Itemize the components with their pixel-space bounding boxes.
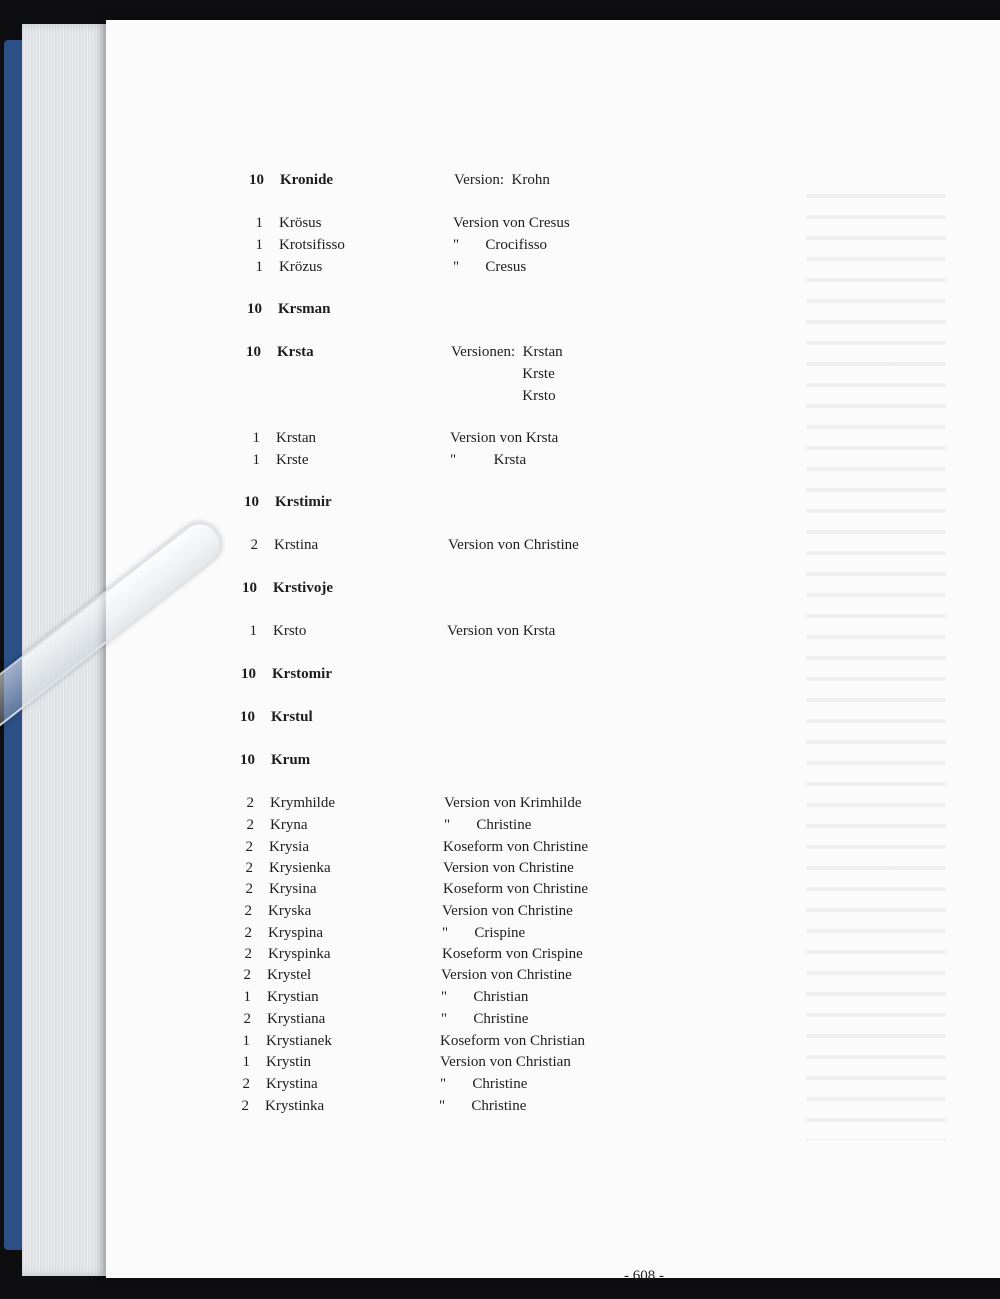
list-item [227, 709, 847, 731]
entry-description [453, 237, 547, 259]
list-item [227, 752, 847, 774]
description-line: Version von Krsta [450, 430, 559, 446]
entry-name: Krste [276, 452, 309, 468]
list-item [229, 623, 849, 645]
list-item [224, 925, 844, 947]
description-line: " Christian [441, 989, 529, 1005]
entry-name: Krum [271, 752, 311, 768]
entry-name: Krotsifisso [279, 237, 345, 253]
description-line: " Crispine [442, 925, 526, 941]
entry-description [448, 537, 579, 559]
entry-name: Kryspina [268, 925, 323, 941]
list-item [230, 537, 850, 559]
entry-code: 10 [240, 752, 255, 768]
entry-name: Krösus [279, 215, 322, 231]
entry-description [443, 881, 588, 903]
entry-description [450, 430, 558, 452]
entry-name: Krysia [269, 839, 309, 855]
description-line: " Krsta [450, 452, 527, 468]
book-page [106, 20, 1000, 1284]
description-line: Version von Cresus [453, 215, 570, 231]
entry-code: 10 [247, 301, 262, 317]
description-line: Version von Christian [440, 1054, 571, 1070]
entry-code: 2 [245, 881, 253, 897]
list-item [232, 452, 852, 474]
list-item [236, 172, 856, 194]
entry-description [440, 1054, 571, 1076]
entry-name: Krystin [266, 1054, 311, 1070]
entry-description [443, 839, 588, 861]
entry-description [441, 967, 572, 989]
entry-name: Krstivoje [273, 580, 333, 596]
entry-description [440, 1076, 527, 1098]
list-item [233, 344, 853, 404]
entry-code: 2 [241, 1098, 249, 1114]
list-item [226, 817, 846, 839]
entry-code: 2 [244, 903, 252, 919]
description-line: " Christine [439, 1098, 527, 1114]
entry-name: Kronide [280, 172, 334, 188]
description-line: " Crocifisso [453, 237, 548, 253]
list-item [235, 259, 855, 281]
entry-name: Krözus [279, 259, 323, 275]
entry-code: 10 [240, 709, 255, 725]
description-line: Krsto [451, 388, 556, 404]
description-line: Versionen: Krstan [451, 344, 563, 360]
entry-code: 2 [246, 817, 254, 833]
entry-name: Kryska [268, 903, 312, 919]
entry-name: Krysina [269, 881, 317, 897]
entry-name: Krystiana [267, 1011, 326, 1027]
entry-name: Krstina [274, 537, 319, 553]
list-item [225, 839, 845, 861]
list-item [232, 430, 852, 452]
list-item [223, 967, 843, 989]
list-item [223, 1011, 843, 1033]
entry-description [444, 817, 531, 839]
entry-name: Krystinka [265, 1098, 325, 1114]
list-item [222, 1076, 842, 1098]
entry-code: 2 [243, 967, 251, 983]
entry-name: Krystina [266, 1076, 318, 1092]
list-item [231, 494, 851, 516]
description-line: Version von Krimhilde [444, 795, 582, 811]
entry-name: Krstul [271, 709, 313, 725]
list-item [228, 666, 848, 688]
entry-description [441, 989, 528, 1011]
entry-code: 1 [242, 1033, 250, 1049]
list-item [235, 215, 855, 237]
entry-description [444, 795, 581, 817]
entry-code: 10 [246, 344, 261, 360]
entry-name: Krysienka [269, 860, 331, 876]
entry-name: Krystian [267, 989, 319, 1005]
entry-code: 2 [245, 860, 253, 876]
list-item [222, 1054, 842, 1076]
entry-name: Krstimir [275, 494, 332, 510]
entry-code: 2 [242, 1076, 250, 1092]
page-number: - 608 - [624, 1268, 664, 1284]
entry-description [443, 860, 574, 882]
list-item [223, 989, 843, 1011]
description-line: " Christine [444, 817, 532, 833]
description-line: " Christine [440, 1076, 528, 1092]
entry-code: 1 [252, 430, 260, 446]
entry-description [442, 946, 583, 968]
description-line: Version: Krohn [454, 172, 550, 188]
entry-code: 1 [255, 215, 263, 231]
description-line: Version von Christine [443, 860, 574, 876]
entry-description [453, 215, 570, 237]
entry-description [451, 344, 563, 410]
description-line: Koseform von Christine [443, 881, 588, 897]
entry-code: 1 [249, 623, 257, 639]
list-item [222, 1033, 842, 1055]
entry-description [454, 172, 550, 194]
list-item [235, 237, 855, 259]
list-item [234, 301, 854, 323]
description-line: Version von Christine [441, 967, 572, 983]
description-line: Version von Christine [448, 537, 579, 553]
entry-code: 1 [243, 989, 251, 1005]
list-item [229, 580, 849, 602]
entry-name: Kryspinka [268, 946, 331, 962]
entry-description [440, 1033, 585, 1055]
description-line: Version von Krsta [447, 623, 556, 639]
description-line: Krste [451, 366, 555, 382]
entry-description [453, 259, 526, 281]
entry-code: 10 [244, 494, 259, 510]
description-line: " Christine [441, 1011, 529, 1027]
list-item [225, 881, 845, 903]
entry-name: Krsto [273, 623, 307, 639]
entry-description [441, 1011, 528, 1033]
description-line: Koseform von Christine [443, 839, 588, 855]
entry-code: 1 [252, 452, 260, 468]
entry-code: 10 [242, 580, 257, 596]
entry-name: Krystel [267, 967, 312, 983]
entry-code: 2 [243, 1011, 251, 1027]
entry-code: 2 [244, 925, 252, 941]
list-item [224, 903, 844, 925]
entry-code: 2 [245, 839, 253, 855]
entry-code: 10 [241, 666, 256, 682]
list-item [221, 1098, 841, 1120]
description-line: Koseform von Christian [440, 1033, 585, 1049]
entry-code: 1 [242, 1054, 250, 1070]
description-line: " Cresus [453, 259, 527, 275]
entry-name: Krstomir [272, 666, 332, 682]
list-item [225, 860, 845, 882]
entry-description [439, 1098, 526, 1120]
entry-name: Krystianek [266, 1033, 332, 1049]
entry-name: Krymhilde [270, 795, 335, 811]
entry-code: 2 [250, 537, 258, 553]
entry-name: Kryna [270, 817, 308, 833]
entry-code: 1 [255, 237, 263, 253]
description-line: Koseform von Crispine [442, 946, 583, 962]
entry-code: 2 [244, 946, 252, 962]
entry-description [442, 925, 525, 947]
list-item [226, 795, 846, 817]
entry-code: 2 [246, 795, 254, 811]
entry-description [447, 623, 555, 645]
list-item [224, 946, 844, 968]
entry-code: 10 [249, 172, 264, 188]
entry-name: Krsta [277, 344, 314, 360]
entry-name: Krsman [278, 301, 331, 317]
entry-description [450, 452, 526, 474]
entry-code: 1 [255, 259, 263, 275]
entry-name: Krstan [276, 430, 316, 446]
description-line: Version von Christine [442, 903, 573, 919]
entry-description [442, 903, 573, 925]
